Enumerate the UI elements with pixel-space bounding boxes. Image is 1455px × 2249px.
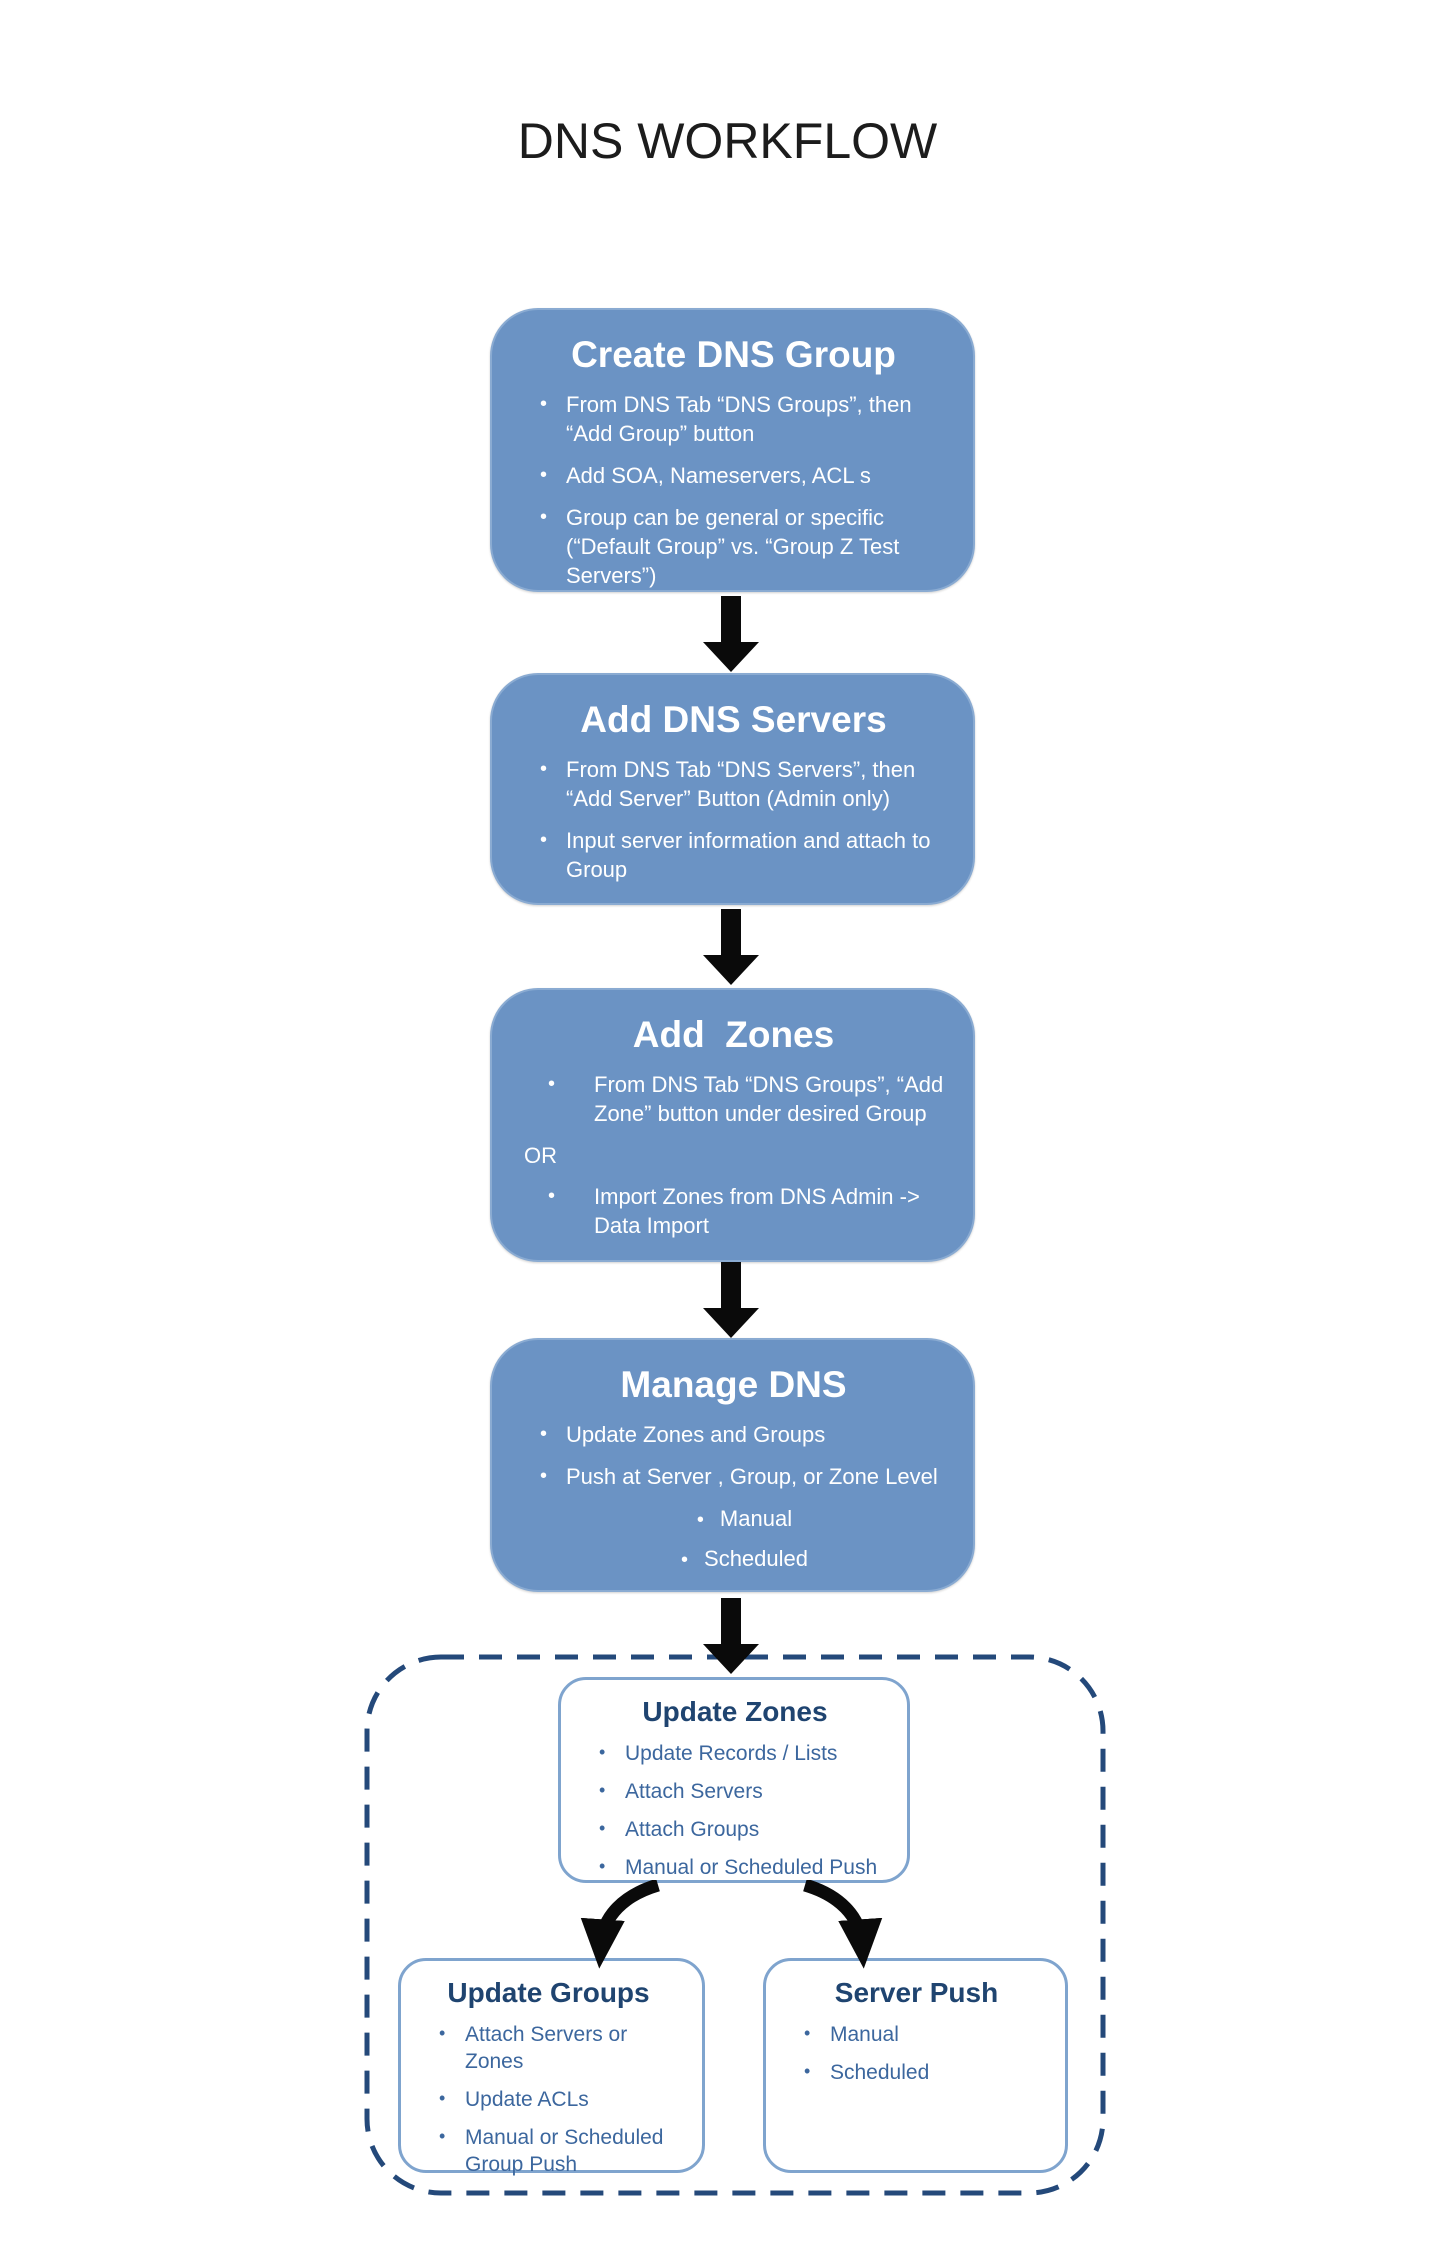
bullet-item [597, 1740, 889, 1767]
bullet-list [538, 755, 951, 884]
flow-box-manage-dns [490, 1338, 975, 1592]
flow-box-title: Add Zones [632, 1014, 835, 1055]
arrow-head [703, 955, 759, 985]
bullet-text: Update Zones and Groups [566, 1422, 826, 1447]
bullet-item [538, 1462, 951, 1491]
detail-box-title: Server Push [834, 1977, 999, 2008]
bullet-text: Input server information and attach to Group [566, 828, 931, 882]
bullet-text: Update Records / Lists [625, 1742, 838, 1765]
bullet-list [538, 390, 951, 590]
bullet-text: Manual or Scheduled Group Push [465, 2126, 664, 2176]
arrow-head [703, 1644, 759, 1674]
bullet-text: From DNS Tab “DNS Groups”, then “Add Group” button [566, 392, 912, 446]
bullet-item [538, 1420, 951, 1449]
down-arrow-icon-2 [703, 909, 759, 985]
bullet-text: From DNS Tab “DNS Servers”, then “Add Server” Button (Admin only) [566, 757, 916, 811]
bullet-list [538, 1420, 951, 1575]
bullet-item [437, 2124, 676, 2178]
arrow-stem [721, 1262, 741, 1308]
bullet-text: Manual [719, 1506, 793, 1531]
bullet-list [437, 2021, 676, 2178]
or-label: OR [524, 1143, 557, 1168]
down-arrow-icon-3 [703, 1262, 759, 1338]
bullet-item [538, 461, 951, 490]
bullet-list [802, 2021, 1047, 2086]
bullet-icon: • [696, 1509, 704, 1531]
bullet-item [546, 1182, 951, 1240]
curved-arrows [558, 1880, 920, 1974]
bullet-text: Attach Servers [625, 1780, 763, 1803]
bullet-item [538, 503, 951, 590]
bullet-item [546, 1070, 951, 1128]
bullet-item [538, 390, 951, 448]
bullet-text: Group can be general or specific (“Default Group” vs. “Group Z Test Servers”) [566, 505, 900, 588]
bullet-item [538, 826, 951, 884]
flow-box-add-dns-servers [490, 673, 975, 905]
bullet-item [437, 2021, 676, 2075]
arrow-stem [721, 909, 741, 955]
sub-bullet-item [538, 1504, 951, 1535]
bullet-text: Update ACLs [465, 2088, 589, 2111]
bullet-text: Manual or Scheduled Push [625, 1856, 878, 1879]
detail-box-server-push [763, 1958, 1068, 2173]
detail-box-title: Update Zones [642, 1696, 828, 1727]
bullet-text: Scheduled [830, 2061, 930, 2084]
bullet-text: Attach Groups [625, 1818, 760, 1841]
bullet-item [597, 1778, 889, 1805]
page-title: DNS WORKFLOW [517, 113, 938, 169]
flow-box-create-dns-group [490, 308, 975, 592]
bullet-item [802, 2021, 1047, 2048]
bullet-item [437, 2086, 676, 2113]
detail-box-update-zones [558, 1677, 910, 1883]
bullet-list [546, 1070, 951, 1128]
arrow-head [703, 642, 759, 672]
detail-box-title: Update Groups [447, 1977, 650, 2008]
detail-box-update-groups [398, 1958, 705, 2176]
bullet-list [546, 1182, 951, 1240]
bullet-text: From DNS Tab “DNS Groups”, “Add Zone” button under desired Group [594, 1072, 944, 1126]
sub-bullet-item [538, 1544, 951, 1575]
flow-box-title: Create DNS Group [571, 334, 896, 375]
arrow-stem [721, 1598, 741, 1644]
arrow-head [703, 1308, 759, 1338]
bullet-text: Manual [830, 2023, 899, 2046]
bullet-item [597, 1854, 889, 1881]
curved-arrow-left-icon [601, 1885, 658, 1944]
bullet-text: Add SOA, Nameservers, ACL s [566, 463, 871, 488]
bullet-item [538, 755, 951, 813]
bullet-icon: • [681, 1549, 689, 1571]
down-arrow-icon-4 [703, 1598, 759, 1674]
bullet-list [597, 1740, 889, 1881]
bullet-text: Import Zones from DNS Admin -> Data Import [594, 1184, 920, 1238]
bullet-item [802, 2059, 1047, 2086]
bullet-text: Attach Servers or Zones [465, 2023, 628, 2073]
down-arrow-icon-1 [703, 596, 759, 672]
flow-box-add-zones [490, 988, 975, 1262]
bullet-text: Scheduled [704, 1546, 808, 1571]
arrow-stem [721, 596, 741, 642]
bullet-text: Push at Server , Group, or Zone Level [566, 1464, 938, 1489]
curved-arrow-right-icon [805, 1885, 862, 1944]
flow-box-title: Manage DNS [620, 1364, 847, 1405]
flow-box-title: Add DNS Servers [580, 699, 887, 740]
bullet-item [597, 1816, 889, 1843]
